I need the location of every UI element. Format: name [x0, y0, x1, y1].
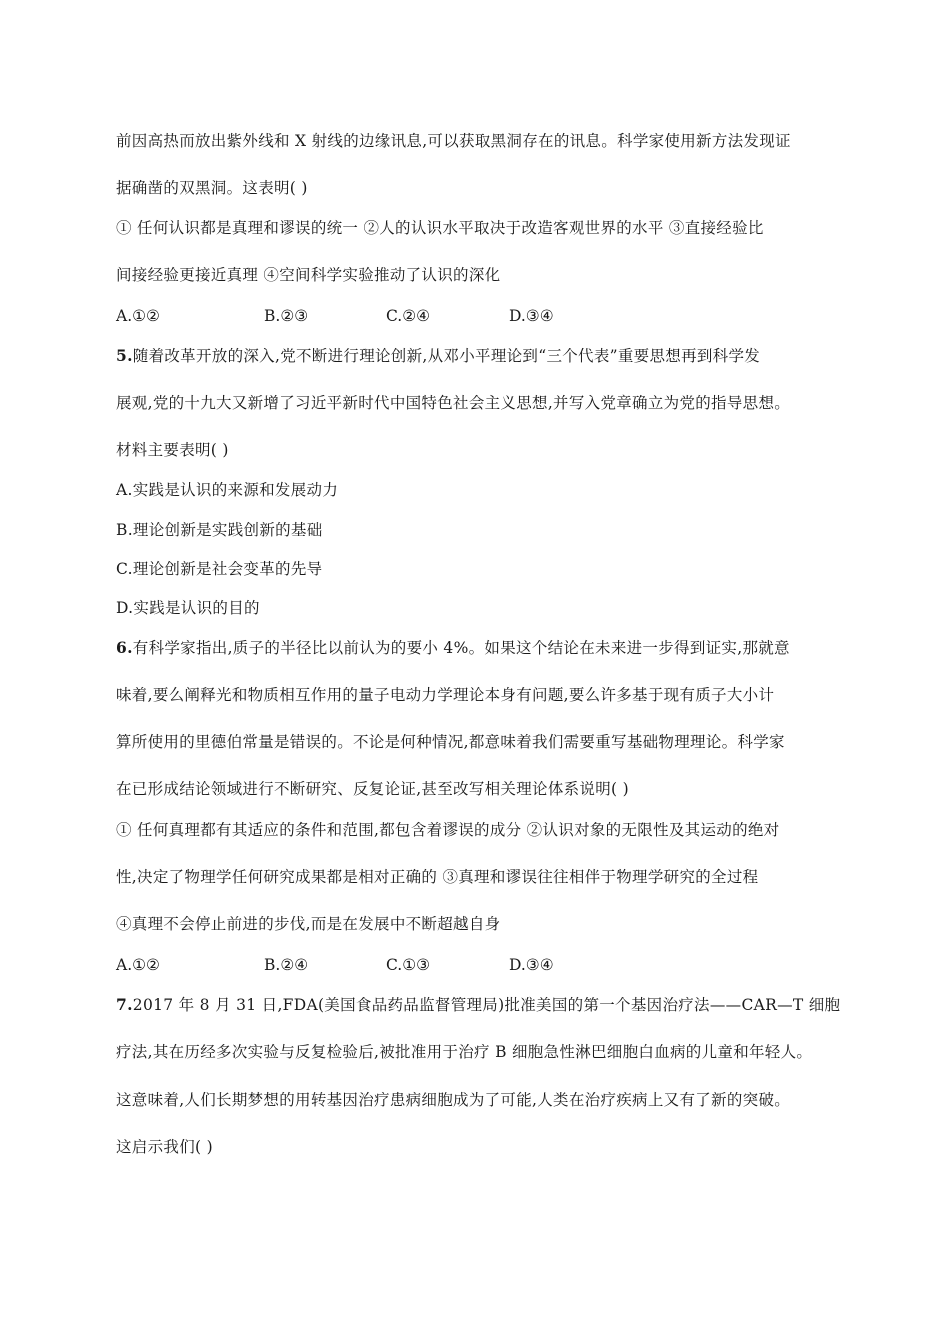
q5-stem-text-1: 随着改革开放的深入,党不断进行理论创新,从邓小平理论到“三个代表”重要思想再到科学发	[132, 347, 761, 365]
q6-statement-line-2: 性,决定了物理学任何研究成果都是相对正确的 ③真理和谬误往往相伴于物理学研究的全过程	[116, 868, 759, 886]
q5-number: 5.	[116, 346, 133, 365]
q6-stem-line-3: 算所使用的里德伯常量是错误的。不论是何种情况,都意味着我们需要重写基础物理理论。科学家	[116, 733, 785, 751]
q4-option-c: C.②④	[386, 307, 431, 325]
q4-statement-line-2: 间接经验更接近真理 ④空间科学实验推动了认识的深化	[116, 266, 501, 284]
q4-option-a: A.①②	[116, 307, 160, 325]
q6-option-d: D.③④	[509, 956, 554, 974]
q5-option-b: B.理论创新是实践创新的基础	[116, 521, 323, 539]
q5-stem-line-3: 材料主要表明( )	[116, 441, 229, 459]
q6-stem-line-4: 在已形成结论领域进行不断研究、反复论证,甚至改写相关理论体系说明( )	[116, 780, 629, 798]
q6-option-b: B.②④	[264, 956, 309, 974]
q4-option-b: B.②③	[264, 307, 309, 325]
q4-option-d: D.③④	[509, 307, 554, 325]
q6-number: 6.	[116, 638, 133, 657]
q6-statement-line-3: ④真理不会停止前进的步伐,而是在发展中不断超越自身	[116, 915, 501, 933]
q4-stem-line-2: 据确凿的双黑洞。这表明( )	[116, 179, 308, 197]
q6-option-a: A.①②	[116, 956, 160, 974]
q7-stem-text-1: 2017 年 8 月 31 日,FDA(美国食品药品监督管理局)批准美国的第一个基因治疗法——CAR—T 细胞	[132, 996, 841, 1014]
q5-option-c: C.理论创新是社会变革的先导	[116, 560, 323, 578]
q6-stem-text-1: 有科学家指出,质子的半径比以前认为的要小 4%。如果这个结论在未来进一步得到证实,那就意	[132, 639, 790, 657]
q7-stem-line-3: 这意味着,人们长期梦想的用转基因治疗患病细胞成为了可能,人类在治疗疾病上又有了新的突破。	[116, 1091, 791, 1109]
q4-stem-line-1: 前因高热而放出紫外线和 X 射线的边缘讯息,可以获取黑洞存在的讯息。科学家使用新方法发现证	[116, 132, 791, 150]
q4-statement-line-1: ① 任何认识都是真理和谬误的统一 ②人的认识水平取决于改造客观世界的水平 ③直接经验比	[116, 219, 764, 237]
q7-stem-line-1	[116, 994, 840, 1016]
q6-stem-line-2: 味着,要么阐释光和物质相互作用的量子电动力学理论本身有问题,要么许多基于现有质子大小计	[116, 686, 775, 704]
q7-stem-line-4: 这启示我们( )	[116, 1138, 213, 1156]
q5-stem-line-1	[116, 345, 760, 367]
q6-statement-line-1: ① 任何真理都有其适应的条件和范围,都包含着谬误的成分 ②认识对象的无限性及其运动的绝对	[116, 821, 780, 839]
q6-stem-line-1	[116, 637, 790, 659]
q7-stem-line-2: 疗法,其在历经多次实验与反复检验后,被批准用于治疗 B 细胞急性淋巴细胞白血病的儿童和年轻人。	[116, 1043, 813, 1061]
q6-option-c: C.①③	[386, 956, 431, 974]
q5-stem-line-2: 展观,党的十九大又新增了习近平新时代中国特色社会主义思想,并写入党章确立为党的指导思想。	[116, 394, 791, 412]
q5-option-d: D.实践是认识的目的	[116, 599, 260, 617]
q5-option-a: A.实践是认识的来源和发展动力	[116, 481, 339, 499]
q7-number: 7.	[116, 995, 133, 1014]
